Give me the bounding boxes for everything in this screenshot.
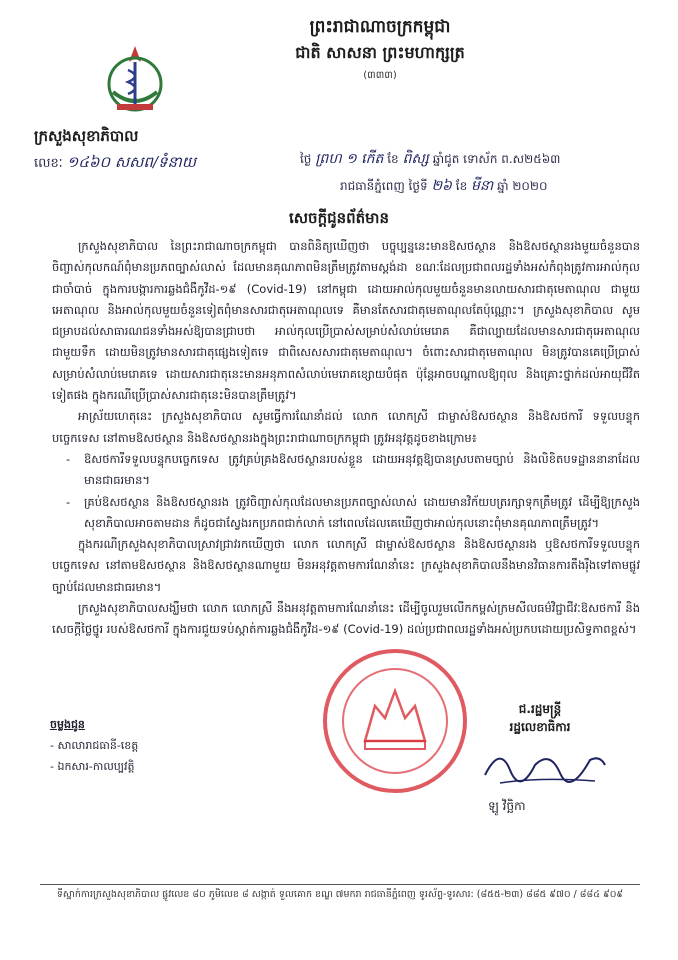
body-paragraph: ក្នុងករណីក្រសួងសុខាភិបាលស្រាវជ្រាវរកឃើញថា លោក លោកស្រី ជាម្ចាស់ឱសថស្ថាន និងឱសថស្ថានរង ឬឱសថការីទទួលបន្ទុកបច្ចេកទេស នៅតាមឱសថស្ថាន និងឱសថស្ថានណាមួយ មិនអនុវត្តតាមការណែនាំនេះ ក្រសួងសុខាភិបាលនឹងមានវិធានការតឹងរ៉ឹងទៅតាមផ្លូវច្បាប់ដែលមានជាធរមាន។	[52, 537, 640, 594]
kingdom-heading: ព្រះរាជាណាចក្រកម្ពុជា	[309, 17, 451, 37]
month-label: ខែ	[455, 179, 468, 193]
signatory-line1: ជ.រដ្ឋមន្ត្រី	[518, 702, 562, 716]
official-seal-icon	[320, 646, 470, 796]
signatory-title	[470, 700, 610, 736]
recipient-item: - ឯកសារ-កាលប្បវត្តិ	[50, 760, 135, 773]
solar-date	[340, 176, 548, 197]
motto-ornament: (៣៣៣)	[363, 70, 397, 81]
instruction-item: - ឱសថការីទទួលបន្ទុកបច្ចេកទេស ត្រូវគ្រប់គ្រងឱសថស្ថានរបស់ខ្លួន ដោយអនុវត្តឱ្យបានស្របតាមច្បាប់ និងលិខិតបទដ្ឋាននានាដែលមានជាធរមាន។	[66, 449, 640, 492]
reference-number	[34, 153, 196, 175]
date-month: មីនា	[471, 178, 494, 194]
reference-value: ១៤៦០ សសព/ទំនាយ	[66, 153, 197, 171]
lunar-year: ឆ្នាំជូត ទោស័ក ព.ស២៥៦៣	[432, 152, 561, 166]
handwritten-signature-icon	[480, 735, 610, 795]
footer-address: ទីស្នាក់ការក្រសួងសុខាភិបាល ផ្លូវលេខ ៨០ ភូមិលេខ ៨ សង្កាត់ ទួលគោក ខណ្ឌ ៧មករា រាជធានីភ្នំពេញ ទូរស័ព្ទ-ទូរសារ: (៨៥៥-២៣) ៨៨៥ ៩៧០ / ៨៨៤ ៩០៩	[56, 889, 624, 900]
date-day: ២៦	[431, 178, 452, 194]
reference-label: លេខៈ	[34, 156, 63, 171]
lunar-month: ពិស្ស	[402, 151, 429, 167]
signatory-line2: រដ្ឋលេខាធិការ	[509, 720, 571, 734]
body-paragraph: ក្រសួងសុខាភិបាលសង្ឃឹមថា លោក លោកស្រី នឹងអនុវត្តតាមការណែនាំនេះ ដើម្បីចូលរួមលើកកម្ពស់ក្រមសីលធម៌វិជ្ជាជីវៈឱសថការី និងសេចក្តីថ្លៃថ្នូរ របស់ឱសថការី ក្នុងការជួយទប់ស្កាត់ការឆ្លងជំងឺកូវីដ-១៩ (Covid-19) ដល់ប្រជាពលរដ្ឋទាំងអស់ប្រកបដោយប្រសិទ្ធភាពខ្ពស់។	[52, 601, 640, 637]
instruction-item: - គ្រប់ឱសថស្ថាន និងឱសថស្ថានរង ត្រូវចិញ្ចាស់កុលដែលមានប្រភពច្បាស់លាស់ ដោយមានវិក័យបត្ររក្សាទុកត្រឹមត្រូវ ដើម្បីឱ្យក្រសួងសុខាភិបាលអាចតាមដាន ក៏ដូចជាស្វែងរកប្រភពជាក់លាក់ នៅពេលដែលគេឃើញថាអាល់កុលនោះពុំមានគុណភាពត្រឹមត្រូវ។	[66, 492, 640, 535]
signatory-name: ឡូ វិច្ឆិកា	[488, 799, 526, 813]
lunar-date	[300, 149, 560, 170]
recipient-item: - សាលារាជធានី-ខេត្ត	[50, 739, 139, 752]
ministry-name: ក្រសួងសុខាភិបាល	[34, 127, 139, 145]
date-year: ឆ្នាំ ២០២០	[497, 179, 548, 193]
recipients-heading: ចម្លងជូន	[50, 718, 85, 731]
ministry-emblem-icon	[95, 40, 175, 120]
document-body	[52, 236, 640, 641]
national-motto: ជាតិ សាសនា ព្រះមហាក្សត្រ	[295, 43, 465, 62]
body-paragraph: ក្រសួងសុខាភិបាល នៃព្រះរាជាណាចក្រកម្ពុជា បានពិនិត្យឃើញថា បច្ចុប្បន្ននេះមានឱសថស្ថាន និងឱសថស្ថានរងមួយចំនួនបានចិញ្ចាស់កុលកណ៍ពុំមានប្រភពច្បាស់លាស់ ដែលមានគុណភាពមិនត្រឹមត្រូវតាមស្តង់ដា ខណៈដែលប្រជាពលរដ្ឋទាំងអស់កំពុងត្រូវការអាល់កុលជាចាំបាច់ ក្នុងការបង្ការការឆ្លងជំងឺកូវីដ-១៩ (Covid-19) នៅកម្ពុជា ដោយអាល់កុលមួយចំនួនមានលាយសារជាតុមេតាណុល ជាមួយអេតាណុល និងអាល់កុលមួយចំនួនទៀតពុំមានសារជាតុអេតាណុលទេ គឺមានតែសារជាតុមេតាណុលតែប៉ុណ្ណោះ។ ក្រសួងសុខាភិបាល សូមជម្រាបដល់សាធារណជនទាំងអស់ឱ្យបានជ្រាបថា អាល់កុលប្រើប្រាស់សម្រាប់សំលាប់មេរោគ គឺជាល្បាយដែលមានសារជាតុអេតាណុល ជាមួយទឹក ដោយមិនត្រូវមានសារជាតុផ្សេងទៀតទេ ជាពិសេសសារជាតុមេតាណុល។ ចំពោះសារជាតុមេតាណុល មិនត្រូវបានគេប្រើប្រាស់សម្រាប់សំលាប់មេរោគទេ ដោយសារជាតុនេះមានអនុភាពសំលាប់មេរោគខ្សោយបំផុត ប៉ុន្តែអាចបណ្តាលឱ្យពុល និងគ្រោះថ្នាក់ដល់អាយុជីវិតទៀតផង ក្នុងករណីប្រើប្រាស់សារជាតុនេះមិនបានត្រឹមត្រូវ។	[52, 239, 640, 403]
instruction-list	[52, 449, 640, 534]
footer-divider	[40, 884, 640, 885]
place-prefix: រាជធានីភ្នំពេញ ថ្ងៃទី	[340, 179, 428, 193]
lunar-day: ព្រហ ១ កើត	[315, 151, 384, 167]
document-title: សេចក្តីជូនព័ត៌មាន	[289, 209, 389, 227]
lunar-prefix: ថ្ងៃ	[300, 152, 312, 166]
copy-recipients	[50, 714, 138, 777]
body-paragraph: អាស្រ័យហេតុនេះ ក្រសួងសុខាភិបាល សូមធ្វើការណែនាំដល់ លោក លោកស្រី ជាម្ចាស់ឱសថស្ថាន និងឱសថការី ទទួលបន្ទុកបច្ចេកទេស នៅតាមឱសថស្ថាន និងឱសថស្ថានរងក្នុងព្រះរាជាណាចក្រកម្ពុជា ត្រូវអនុវត្តដូចខាងក្រោម៖	[52, 409, 640, 445]
lunar-month-label: ខែ	[387, 152, 399, 166]
